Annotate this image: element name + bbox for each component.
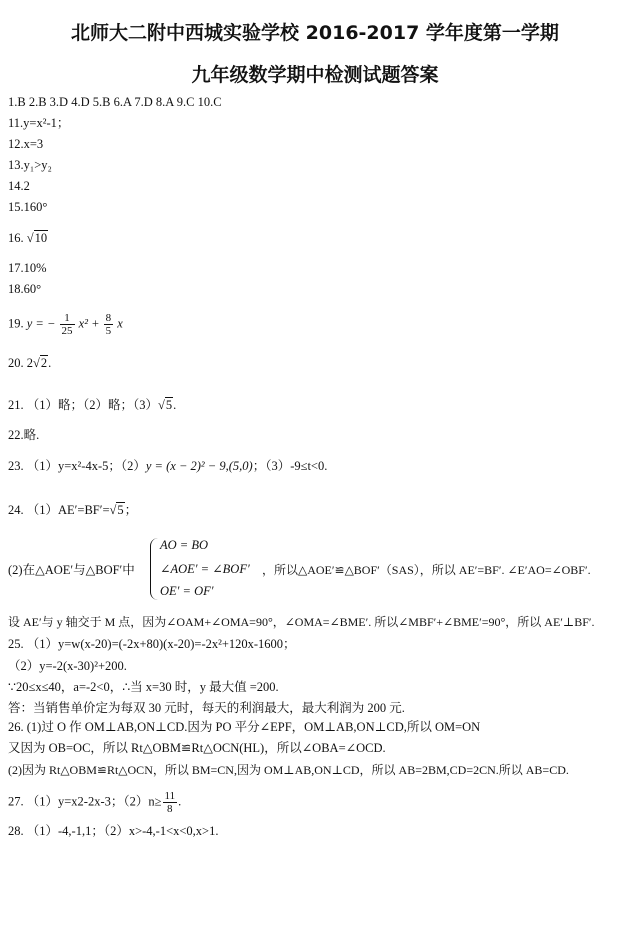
answer-24-3: 设 AE′与 y 轴交于 M 点，因为∠OAM+∠OMA=90°，∠OMA=∠BME′. 所以∠MBF′+∠BME′=90°，所以 AE′⊥BF′. (8, 615, 595, 629)
answer-24-1 (8, 502, 137, 518)
sqrt-symbol: √ (33, 356, 40, 370)
answer-27-prefix: 27. （1）y=x2-2x-3；（2）n≥ (8, 794, 162, 809)
answer-11: 11.y=x²-1； (8, 116, 70, 130)
system-line-3: OE′ = OF′ (160, 584, 214, 598)
answer-20-prefix: 20. 2 (8, 356, 33, 370)
answer-25-2: （2）y=-2(x-30)²+200. (8, 659, 127, 673)
answer-21-radicand: 5 (165, 398, 173, 412)
fraction-2-num: 8 (105, 312, 112, 324)
answer-24-prefix: 24. （1）AE′=BF′= (8, 503, 110, 517)
answer-23-part-c: ；（3）-9≤t<0. (252, 459, 328, 473)
answer-28: 28. （1）-4,-1,1；（2）x>-4,-1<x<0,x>1. (8, 824, 219, 838)
answer-18: 18.60° (8, 282, 42, 296)
answer-16-radicand: 10 (34, 231, 48, 245)
system-line-1: AO = BO (160, 538, 209, 552)
answer-27-tail: . (178, 794, 182, 809)
answer-26-3: (2)因为 Rt△OBM≌Rt△OCN，所以 BM=CN,因为 OM⊥AB,ON⊥CD，所以 AB=2BM,CD=2CN.所以 AB=CD. (8, 763, 569, 777)
answer-23-part-a: 23. （1）y=x²-4x-5；（2） (8, 459, 146, 473)
fraction-1 (60, 312, 75, 337)
answer-26-2: 又因为 OB=OC，所以 Rt△OBM≌Rt△OCN(HL)，所以∠OBA=∠OCD. (8, 741, 386, 755)
answer-25-4: 答：当销售单价定为每双 30 元时，每天的利润最大，最大利润为 200 元. (8, 701, 405, 715)
answer-20 (8, 355, 51, 371)
answer-19-prefix: 19. (8, 316, 24, 331)
answer-24-2-conclusion: ，所以△AOE′≌△BOF′（SAS），所以 AE′=BF′. ∠E′AO=∠OBF′. (262, 563, 591, 577)
answer-14: 14.2 (8, 179, 30, 193)
answer-24-radicand: 5 (117, 503, 124, 517)
answer-15: 15.160° (8, 200, 48, 214)
answer-23-part-b: y = (x − 2)² − 9,(5,0) (145, 459, 253, 473)
answer-17: 17.10% (8, 261, 47, 275)
answer-20-radicand: 2 (40, 356, 48, 370)
answer-19-mid: x² + (78, 316, 100, 331)
answer-1-10: 1.B 2.B 3.D 4.D 5.B 6.A 7.D 8.A 9.C 10.C (8, 95, 222, 109)
answer-22: 22.略. (8, 428, 40, 442)
answer-13: 13.y₁>y₂ (8, 158, 52, 172)
answer-21 (8, 397, 176, 413)
answer-19-lhs: y = − (26, 316, 56, 331)
answer-21-tail: . (173, 398, 177, 412)
answer-27 (8, 790, 181, 818)
fraction-27 (163, 790, 178, 815)
fraction-27-num: 11 (164, 790, 176, 802)
document-title: 北师大二附中西城实验学校 2016-2017 学年度第一学期 (71, 22, 559, 44)
answer-24-2-prefix: (2)在△AOE′与△BOF′中 (8, 563, 135, 577)
sqrt-symbol: √ (158, 398, 165, 412)
answer-19 (8, 312, 123, 338)
answer-12: 12.x=3 (8, 137, 44, 151)
answer-16 (8, 230, 48, 246)
answer-20-tail: . (48, 356, 52, 370)
fraction-2 (104, 312, 114, 337)
fraction-27-den: 8 (167, 803, 173, 815)
fraction-1-den: 25 (61, 325, 73, 337)
answer-21-prefix: 21. （1）略；（2）略；（3） (8, 398, 159, 412)
document-subtitle: 九年级数学期中检测试题答案 (191, 64, 439, 86)
answer-23 (8, 458, 327, 474)
sqrt-symbol: √ (109, 503, 117, 517)
answer-26-1: 26. (1)过 O 作 OM⊥AB,ON⊥CD.因为 PO 平分∠EPF，OM⊥AB,ON⊥CD,所以 OM=ON (8, 720, 481, 734)
answer-24-tail: ； (124, 503, 138, 517)
answer-25-3: ∵20≤x≤40，a=-2<0，∴当 x=30 时，y 最大值 =200. (8, 680, 279, 694)
sqrt-symbol: √ (26, 231, 34, 245)
fraction-1-num: 1 (60, 312, 75, 325)
answer-25-1: 25. （1）y=w(x-20)=(-2x+80)(x-20)=-2x²+120x-1600； (8, 637, 296, 651)
fraction-2-den: 5 (105, 325, 112, 337)
answer-16-prefix: 16. (8, 231, 24, 245)
answer-19-tail: x (117, 316, 123, 331)
system-line-2: ∠AOE′ = ∠BOF′ (160, 562, 250, 576)
